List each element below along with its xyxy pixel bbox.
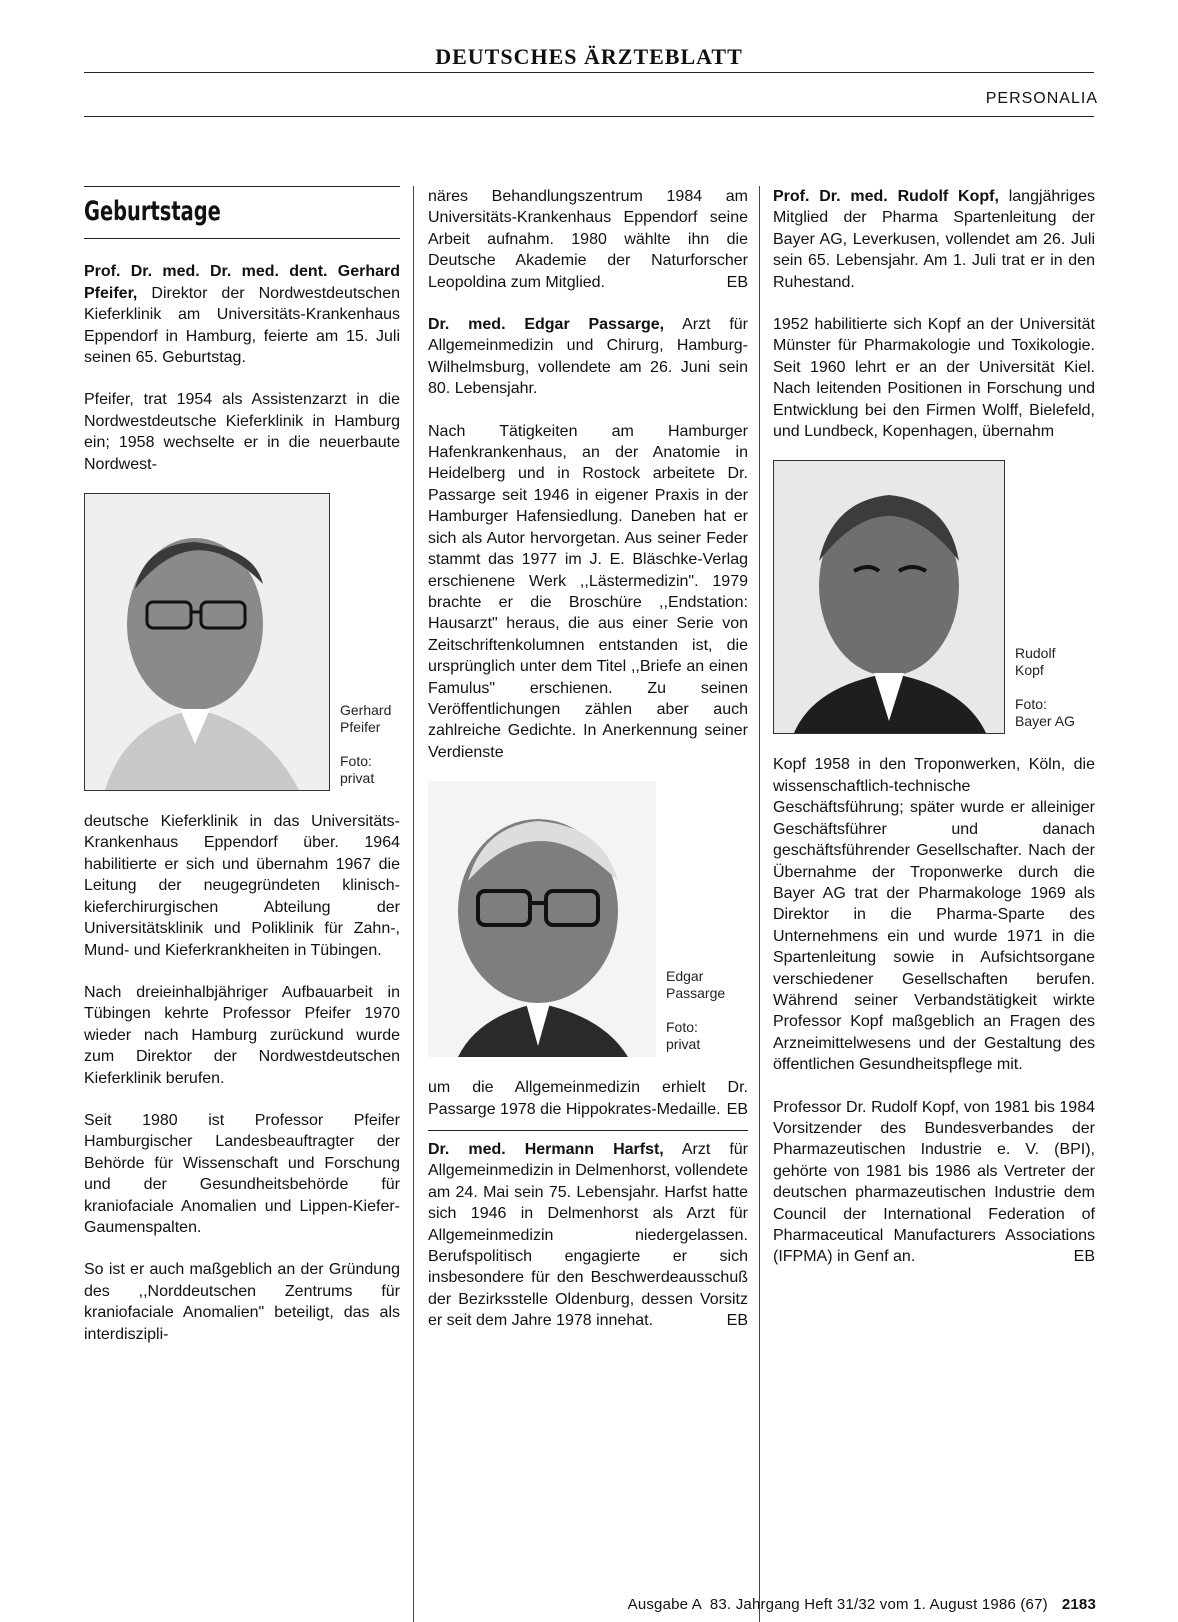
paragraph: Kopf 1958 in den Troponwerken, Köln, die wissenschaftlich-technische Geschäftsführung; später wurde er alleiniger Geschäftsführer und danach geschäftsführender Gesellschafter. Nach der Übernahme der Troponwerke durch die Bayer AG trat der Pharmakologe 1969 als Direktor in die Pharma-Sparte des Unternehmens ein und wurde 1971 in die Spartenleitung sowie in Aufsichtsorgane verschiedener Gesellschaften berufen. Während seiner Verbandstätigkeit wirkte Professor Kopf maßgeblich an Fragen des Arzneimittelwesens und der Gestaltung des öffentlichen Gesundheitspflege mit.: [773, 756, 1095, 1074]
author-signature: EB: [726, 273, 748, 291]
paragraph: So ist er auch maßgeblich an der Gründung des ,,Norddeutschen Zentrums für kraniofaciale Anomalien" beteiligt, das als interdiszipli-: [84, 1261, 400, 1343]
paragraph-text: Professor Dr. Rudolf Kopf, von 1981 bis 1984 Vorsitzender des Bundesverbandes der Pharmazeutischen Industrie e. V. (BPI), gehörte von 1981 bis 1986 als Vertreter der deutschen pharmazeutischen Industrie dem Council der International Federation of Pharmaceutical Manufacturers Associations (IFPMA) in Genf an.: [773, 1098, 1095, 1266]
intro-text: Arzt für Allgemeinmedizin und Chirurg, Hamburg-Wilhelmsburg, vollendete am 26. Juni sein 80. Lebensjahr.: [428, 316, 749, 398]
author-signature: EB: [726, 1100, 748, 1118]
person-name-passarge: Dr. med. Edgar Passarge,: [428, 316, 665, 334]
paragraph-text: näres Behandlungszentrum 1984 am Universitäts-Krankenhaus Eppendorf seine Arbeit aufnahm. 1980 wählte ihn die Deutsche Akademie der Naturforscher Leopoldina zum Mitglied.: [428, 188, 748, 291]
portrait-image: [85, 494, 329, 790]
portrait-photo-pfeifer: [84, 493, 330, 791]
masthead: DEUTSCHES ÄRZTEBLATT: [435, 44, 743, 69]
column-divider-2: [759, 186, 760, 1622]
portrait-photo-kopf: [773, 460, 1005, 734]
intro-text: Direktor der Nordwestdeutschen Kieferklinik am Universitäts-Krankenhaus Eppendorf in Hamburg, feierte am 15. Juli seinen 65. Geburtstag.: [84, 284, 400, 367]
photo-block-passarge: [428, 781, 748, 1057]
paragraph: [428, 1077, 748, 1120]
paragraph: Nach dreieinhalbjähriger Aufbauarbeit in Tübingen kehrte Professor Pfeifer 1970 wieder nach Hamburg zurückund wurde zum Direktor der Nordwestdeutschen Kieferklinik berufen.: [84, 983, 400, 1087]
page-footer: [628, 1596, 1096, 1613]
intro-text: langjähriges Mitglied der Pharma Spartenleitung der Bayer AG, Leverkusen, vollendet am 26. Juli sein 65. Lebensjahr. Am 1. Juli trat er in den Ruhestand.: [773, 188, 1095, 291]
portrait-photo-passarge: [428, 781, 656, 1057]
paragraph: Nach Tätigkeiten am Hamburger Hafenkrankenhaus, an der Anatomie in Heidelberg und in Rostock arbeitete Dr. Passarge seit 1946 in eigener Praxis in der Hamburger Hafensiedlung. Daneben hat er sich als Autor hervorgetan. Aus seiner Feder stammt das 1977 im J. E. Bläschke-Verlag erschienene Werk ,,Lästermedizin". 1979 brachte er die Broschüre ,,Endstation: Hausarzt" heraus, die aus einer Serie von Zeitschriftenkolumnen entstanden ist, die ursprünglich unter dem Titel ,,Briefe an einen Famulus" erschienen. Zu seinen Veröffentlichungen zählen aber auch zahlreiche Gedichte. In Anerkennung seiner Verdienste: [428, 422, 748, 761]
column-divider-1: [413, 186, 414, 1622]
section-label: PERSONALIA: [985, 90, 1098, 107]
paragraph: 1952 habilitierte sich Kopf an der Universität Münster für Pharmakologie und Toxikologie. Seit 1960 lehrt er an der Universität Kiel. Nach leitenden Positionen in Forschung und Entwicklung bei den Firmen Wolff, Bielefeld, und Lundbeck, Kopenhagen, übernahm: [773, 316, 1095, 441]
caption-name: Edgar Passarge: [666, 968, 726, 1002]
author-signature: EB: [726, 1312, 748, 1330]
paragraph-text: Arzt für Allgemeinmedizin in Delmenhorst, vollendete am 24. Mai sein 75. Lebensjahr. Harfst hatte sich 1946 in Delmenhorst als Arzt für Allgemeinmedizin niedergelassen. Berufspolitisch engagierte er sich insbesondere für den Beschwerdeausschuß der Bezirksstelle Oldenburg, dessen Vorsitz er seit dem Jahre 1978 innehat.: [428, 1140, 748, 1330]
person-name-pfeifer: Prof. Dr. med. Dr. med. dent. Gerhard Pfeifer,: [84, 263, 400, 302]
photo-block-pfeifer: [84, 493, 400, 791]
caption-credit: Foto: privat: [666, 1019, 701, 1053]
issue-info: Ausgabe A 83. Jahrgang Heft 31/32 vom 1. August 1986 (67): [627, 1596, 1048, 1613]
article-kopf-intro: [773, 186, 1095, 293]
portrait-image: [774, 461, 1004, 733]
caption-credit: Foto: Bayer AG: [1015, 696, 1075, 730]
article-harfst: [428, 1139, 748, 1332]
article-pfeifer-intro: [84, 261, 400, 368]
section-rule: [84, 116, 1094, 117]
paragraph: [428, 186, 748, 293]
portrait-image: [428, 781, 656, 1057]
page-number: 2183: [1061, 1596, 1096, 1613]
caption-credit: Foto: privat: [340, 753, 375, 787]
paragraph: deutsche Kieferklinik in das Universitäts-Krankenhaus Eppendorf über. 1964 habilitierte er sich und übernahm 1967 die Leitung der neugegründeten klinisch-kieferchirurgischen Abteilung der Universitätsklinik und Poliklinik für Zahn-, Mund- und Kieferkrankheiten in Tübingen.: [84, 813, 400, 959]
caption-name: Gerhard Pfeifer: [340, 702, 392, 736]
section-heading: Geburtstage: [84, 196, 221, 227]
photo-block-kopf: [773, 460, 1095, 734]
article-passarge-intro: [428, 314, 748, 400]
column-3: [773, 186, 1095, 1268]
heading-rule-bottom: [84, 238, 400, 239]
masthead-rule: [84, 72, 1094, 73]
author-signature: EB: [1073, 1248, 1095, 1266]
photo-caption-passarge: [656, 968, 736, 1057]
paragraph: Seit 1980 ist Professor Pfeifer Hamburgischer Landesbeauftragter der Behörde für Wissenschaft und Forschung und der Gesundheitsbehörde für kraniofaciale Anomalien und Lippen-Kiefer-Gaumenspalten.: [84, 1111, 400, 1236]
person-name-harfst: Dr. med. Hermann Harfst,: [428, 1140, 664, 1158]
column-2: [428, 186, 748, 1332]
caption-name: Rudolf Kopf: [1015, 645, 1056, 679]
photo-caption-pfeifer: [330, 702, 404, 791]
paragraph: Pfeifer, trat 1954 als Assistenzarzt in die Nordwestdeutsche Kieferklinik in Hamburg ein; 1958 wechselte er in die neuerbaute Nordwest-: [84, 391, 400, 473]
photo-caption-kopf: [1005, 645, 1087, 734]
paragraph-text: um die Allgemeinmedizin erhielt Dr. Passarge 1978 die Hippokrates-Medaille.: [428, 1079, 748, 1118]
column-1: [84, 186, 400, 1345]
article-separator: [428, 1130, 748, 1131]
heading-rule-top: [84, 186, 400, 187]
paragraph: [773, 1097, 1095, 1268]
person-name-kopf: Prof. Dr. med. Rudolf Kopf,: [773, 188, 999, 205]
